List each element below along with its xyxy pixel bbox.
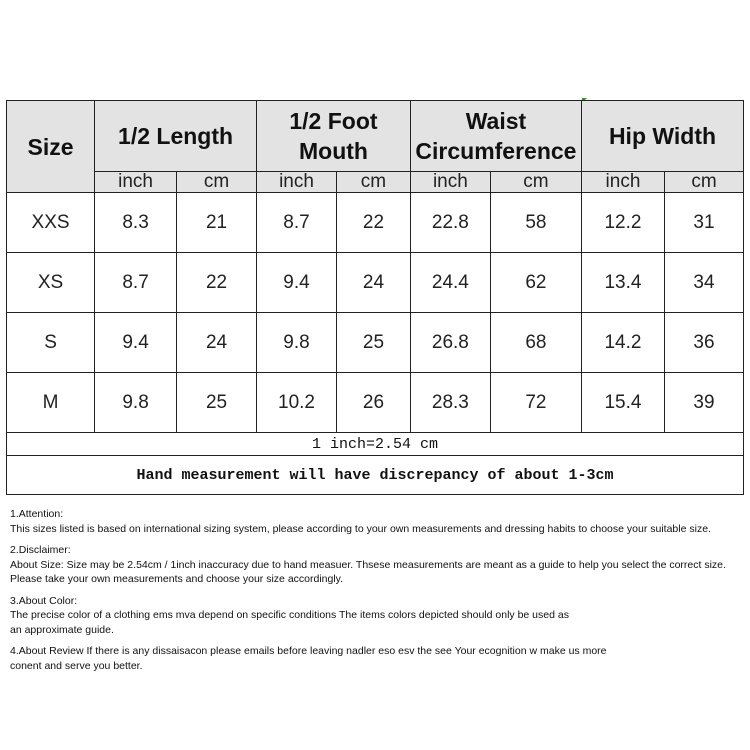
table-row xyxy=(7,193,744,253)
size-label: XS xyxy=(7,253,95,313)
table-cell: 13.4 xyxy=(581,253,664,313)
table-cell: 39 xyxy=(664,373,743,433)
size-label: S xyxy=(7,313,95,373)
note-line: an approximate guide. xyxy=(10,623,114,636)
note-line: This sizes listed is based on international sizing system, please according to your own measurements and dressing habits to choose your suitable size. xyxy=(10,522,711,535)
note-title: 3.About Color: xyxy=(10,594,78,607)
table-cell: 24.4 xyxy=(410,253,490,313)
discrepancy-note: Hand measurement will have discrepancy of about 1-3cm xyxy=(7,456,744,495)
table-cell: 12.2 xyxy=(581,193,664,253)
discrepancy-row xyxy=(7,456,744,495)
table-cell: 10.2 xyxy=(257,373,337,433)
header-size: Size xyxy=(7,101,95,193)
unit-cell: cm xyxy=(490,172,581,193)
table-cell: 62 xyxy=(490,253,581,313)
table-cell: 24 xyxy=(337,253,411,313)
table-cell: 58 xyxy=(490,193,581,253)
note-color xyxy=(10,594,745,638)
table-cell: 25 xyxy=(177,373,257,433)
unit-cell: inch xyxy=(410,172,490,193)
table-cell: 9.8 xyxy=(95,373,177,433)
table-cell: 21 xyxy=(177,193,257,253)
size-chart xyxy=(6,100,744,495)
table-cell: 8.7 xyxy=(95,253,177,313)
note-line: About Size: Size may be 2.54cm / 1inch inaccuracy due to hand measuer. Thsese measurements are meant as a guide to help you select the correct size. xyxy=(10,558,726,571)
note-line: conent and serve you better. xyxy=(10,659,143,672)
note-line: The precise color of a clothing ems mva depend on specific conditions The items colors depicted should only be used as xyxy=(10,609,569,621)
note-title: 2.Disclaimer: xyxy=(10,544,71,556)
table-cell: 31 xyxy=(664,193,743,253)
unit-cell: cm xyxy=(664,172,743,193)
unit-cell: cm xyxy=(337,172,411,193)
table-cell: 22 xyxy=(337,193,411,253)
conversion-row xyxy=(7,433,744,456)
header-foot-mouth-line2: Mouth xyxy=(298,138,368,164)
table-cell: 25 xyxy=(337,313,411,373)
table-cell: 28.3 xyxy=(410,373,490,433)
table-row xyxy=(7,313,744,373)
table-cell: 9.4 xyxy=(257,253,337,313)
table-cell: 15.4 xyxy=(581,373,664,433)
note-title: 1.Attention: xyxy=(10,508,64,520)
unit-cell: cm xyxy=(177,172,257,193)
header-row xyxy=(7,101,744,172)
header-foot-mouth xyxy=(257,101,411,172)
table-cell: 68 xyxy=(490,313,581,373)
table-cell: 34 xyxy=(664,253,743,313)
size-table xyxy=(6,100,744,495)
note-review xyxy=(10,644,745,673)
notes-section xyxy=(10,507,745,680)
table-cell: 22 xyxy=(177,253,257,313)
header-waist-line2: Circumference xyxy=(415,138,577,164)
header-waist xyxy=(410,101,581,172)
table-cell: 26.8 xyxy=(410,313,490,373)
size-label: XXS xyxy=(7,193,95,253)
table-cell: 8.7 xyxy=(257,193,337,253)
note-attention xyxy=(10,507,745,536)
table-cell: 36 xyxy=(664,313,743,373)
table-cell: 9.4 xyxy=(95,313,177,373)
table-cell: 8.3 xyxy=(95,193,177,253)
unit-row xyxy=(7,172,744,193)
unit-cell: inch xyxy=(95,172,177,193)
table-cell: 24 xyxy=(177,313,257,373)
table-cell: 22.8 xyxy=(410,193,490,253)
header-length: 1/2 Length xyxy=(95,101,257,172)
unit-cell: inch xyxy=(581,172,664,193)
conversion-note: 1 inch=2.54 cm xyxy=(7,433,744,456)
table-cell: 26 xyxy=(337,373,411,433)
table-cell: 72 xyxy=(490,373,581,433)
note-title: 4.About Review If there is any dissaisacon please emails before leaving nadler eso esv the see Your ecognition w make us more xyxy=(10,645,607,657)
table-cell: 9.8 xyxy=(257,313,337,373)
header-waist-line1: Waist xyxy=(465,108,527,134)
header-hip: Hip Width xyxy=(581,101,743,172)
header-foot-mouth-line1: 1/2 Foot xyxy=(289,108,378,134)
table-row xyxy=(7,373,744,433)
size-label: M xyxy=(7,373,95,433)
table-cell: 14.2 xyxy=(581,313,664,373)
note-disclaimer xyxy=(10,543,745,587)
unit-cell: inch xyxy=(257,172,337,193)
table-row xyxy=(7,253,744,313)
note-line: Please take your own measurements and choose your size accordingly. xyxy=(10,573,344,585)
